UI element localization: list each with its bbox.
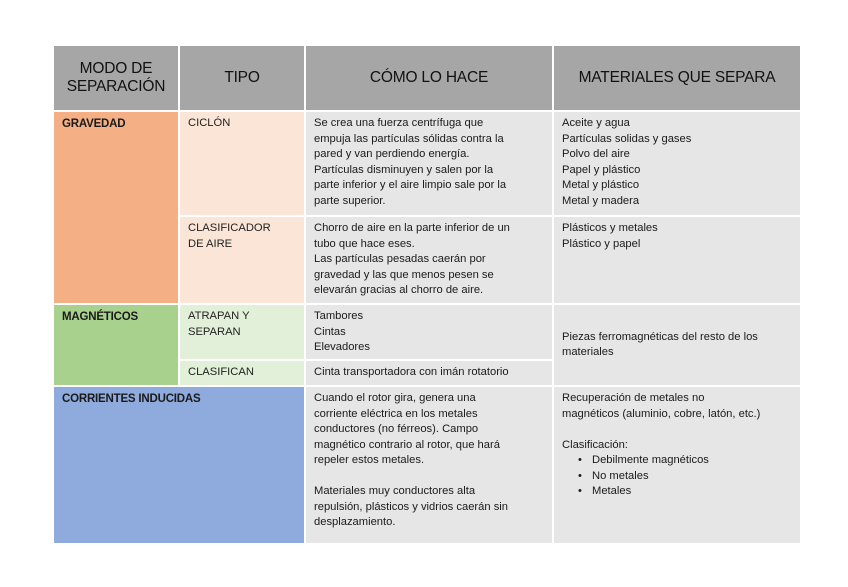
material-item: magnéticos (aluminio, cobre, latón, etc.) — [562, 407, 761, 420]
text-line: corriente eléctrica en los metales — [314, 407, 478, 420]
text-line: empuja las partículas sólidas contra la — [314, 132, 504, 145]
text-line: elevarán gracias al chorro de aire. — [314, 284, 484, 296]
text-line: Las partículas pesadas caerán por — [314, 253, 486, 265]
tipo-ciclon — [180, 112, 304, 215]
text-line: parte inferior y el aire limpio sale por la — [314, 179, 507, 191]
text-line: Cuando el rotor gira, genera una — [314, 392, 476, 404]
text-line: repulsión, plásticos y vidrios caerán sin — [314, 500, 509, 513]
tipo-clasificador — [180, 217, 304, 303]
materiales-magneticos — [554, 305, 800, 385]
material-item: Piezas ferromagnéticas del resto de los — [562, 330, 758, 343]
material-item: Metal y madera — [562, 194, 640, 207]
text-line: Tambores — [314, 310, 364, 322]
header-materiales: MATERIALES QUE SEPARA — [554, 46, 800, 110]
text-line: tubo que hace eses. — [314, 237, 415, 250]
text-line: Materiales muy conductores alta — [314, 485, 476, 497]
como-atrapan — [306, 305, 552, 359]
tipo-clasifican — [180, 361, 304, 385]
material-item: Polvo del aire — [562, 148, 630, 160]
material-item: Plástico y papel — [562, 237, 641, 250]
text-line: Chorro de aire en la parte inferior de un — [314, 222, 510, 234]
text-line: pared y van perdiendo energía. — [314, 148, 470, 160]
separation-table — [54, 46, 794, 543]
tipo-atrapan-line-2: SEPARAN — [188, 325, 241, 338]
text-line: magnético contrario al rotor, que hará — [314, 438, 500, 451]
clasificacion-item: • Debilmente magnéticos — [592, 453, 792, 469]
como-ciclon — [306, 112, 552, 215]
clasificacion-item: • No metales — [592, 469, 792, 485]
text-line: Cinta transportadora con imán rotatorio — [314, 366, 509, 378]
header-modo — [54, 46, 178, 110]
text-line: parte superior. — [314, 194, 386, 207]
text-line: Partículas disminuyen y salen por la — [314, 163, 494, 176]
material-item: Papel y plástico — [562, 163, 641, 176]
paragraph-gap — [562, 422, 792, 438]
header-como: CÓMO LO HACE — [306, 46, 552, 110]
text-line: conductores (no férreos). Campo — [314, 423, 479, 435]
text-line: Cintas — [314, 325, 346, 338]
clasificacion-list — [562, 453, 792, 500]
category-magneticos: MAGNÉTICOS — [54, 305, 178, 385]
text-line: Se crea una fuerza centrífuga que — [314, 117, 484, 129]
category-corrientes: CORRIENTES INDUCIDAS — [54, 387, 304, 543]
text-line: gravedad y las que menos pesen se — [314, 268, 494, 281]
como-corrientes — [306, 387, 552, 543]
clasificacion-item: • Metales — [592, 484, 792, 500]
clasificacion-label: Clasificación: — [562, 438, 628, 451]
materiales-clasificador — [554, 217, 800, 303]
paragraph-gap — [314, 469, 544, 485]
como-clasificador — [306, 217, 552, 303]
material-item: Partículas solidas y gases — [562, 132, 692, 145]
tipo-ciclon-line: CICLÓN — [188, 117, 231, 129]
material-item: Plásticos y metales — [562, 222, 658, 234]
material-item: materiales — [562, 346, 614, 358]
material-item: Aceite y agua — [562, 117, 630, 129]
tipo-atrapan — [180, 305, 304, 359]
materiales-corrientes — [554, 387, 800, 543]
text-line: repeler estos metales. — [314, 454, 425, 466]
text-line: Elevadores — [314, 341, 370, 353]
category-gravedad: GRAVEDAD — [54, 112, 178, 303]
como-clasifican — [306, 361, 552, 385]
materiales-ciclon — [554, 112, 800, 215]
header-modo-line-1: MODO DE — [79, 60, 153, 77]
text-line: desplazamiento. — [314, 516, 396, 528]
header-modo-line-2: SEPARACIÓN — [66, 78, 166, 95]
material-item: Metal y plástico — [562, 179, 640, 191]
tipo-atrapan-line-1: ATRAPAN Y — [188, 310, 250, 322]
tipo-clasificador-line-2: DE AIRE — [188, 237, 233, 250]
material-item: Recuperación de metales no — [562, 392, 705, 404]
tipo-clasifican-line: CLASIFICAN — [188, 366, 254, 378]
header-tipo: TIPO — [180, 46, 304, 110]
tipo-clasificador-line-1: CLASIFICADOR — [188, 222, 271, 234]
